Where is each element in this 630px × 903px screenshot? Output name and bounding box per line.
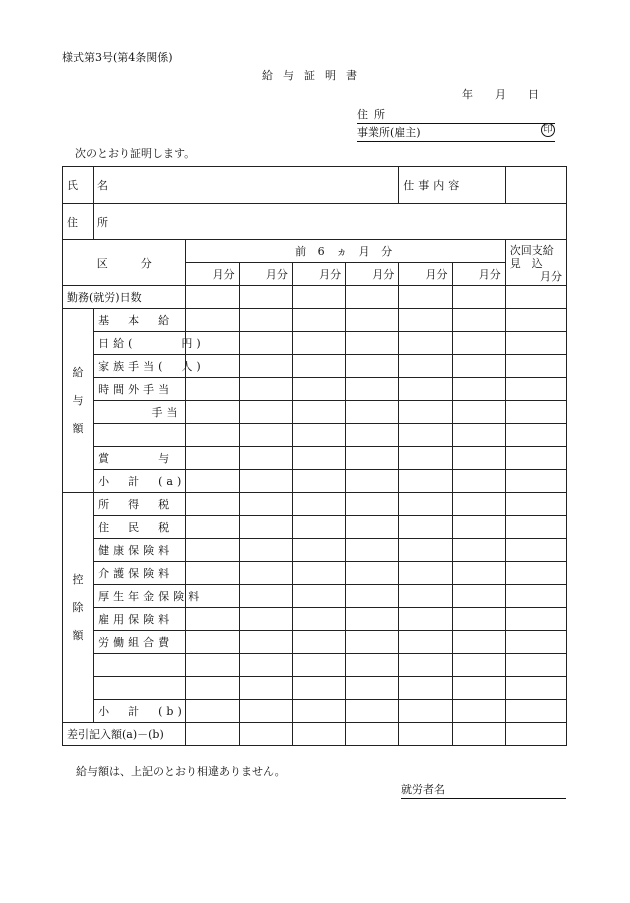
amount-cell[interactable] <box>239 470 292 493</box>
amount-cell[interactable] <box>186 424 239 447</box>
amount-cell[interactable] <box>346 608 399 631</box>
amount-cell[interactable] <box>346 378 399 401</box>
amount-cell[interactable] <box>505 631 566 654</box>
amount-cell[interactable] <box>399 378 452 401</box>
amount-cell[interactable] <box>292 493 345 516</box>
salary-row-label: 賞 与 <box>94 447 186 470</box>
salary-row-label <box>94 424 186 447</box>
amount-cell[interactable] <box>292 608 345 631</box>
next-pay-header: 次回支給 見 込 月分 <box>505 240 566 286</box>
amount-cell[interactable] <box>399 447 452 470</box>
amount-cell[interactable] <box>239 424 292 447</box>
deduction-row-label: 住 民 税 <box>94 516 186 539</box>
amount-cell[interactable] <box>292 332 345 355</box>
amount-cell[interactable] <box>346 447 399 470</box>
amount-cell[interactable] <box>186 700 239 723</box>
amount-cell[interactable] <box>452 539 505 562</box>
deduction-row-label: 労働組合費 <box>94 631 186 654</box>
amount-cell[interactable] <box>186 493 239 516</box>
amount-cell[interactable] <box>239 585 292 608</box>
amount-cell[interactable] <box>399 470 452 493</box>
amount-cell[interactable] <box>452 516 505 539</box>
intro-text: 次のとおり証明します。 <box>75 147 196 160</box>
deduction-row-label: 小 計 (b) <box>94 700 186 723</box>
work-days-label: 勤務(就労)日数 <box>63 286 186 309</box>
amount-cell[interactable] <box>452 654 505 677</box>
amount-cell[interactable] <box>239 700 292 723</box>
amount-cell[interactable] <box>399 309 452 332</box>
amount-cell[interactable] <box>505 585 566 608</box>
salary-row-label: 時間外手当 <box>94 378 186 401</box>
cell[interactable] <box>239 286 292 309</box>
amount-cell[interactable] <box>346 631 399 654</box>
amount-cell[interactable] <box>399 539 452 562</box>
amount-cell[interactable] <box>186 309 239 332</box>
name-label-cell: 氏 名 <box>63 167 94 204</box>
amount-cell[interactable] <box>452 470 505 493</box>
issuer-address-label: 住所 <box>357 106 555 124</box>
amount-cell[interactable] <box>399 608 452 631</box>
address-label-cell: 住 所 <box>63 204 94 240</box>
salary-section <box>63 309 567 493</box>
salary-group-label: 給 与 額 <box>63 309 94 493</box>
amount-cell[interactable] <box>186 539 239 562</box>
deduction-section <box>63 493 567 723</box>
amount-cell[interactable] <box>346 424 399 447</box>
amount-cell[interactable] <box>452 309 505 332</box>
amount-cell[interactable] <box>239 539 292 562</box>
amount-cell[interactable] <box>399 332 452 355</box>
amount-cell[interactable] <box>239 332 292 355</box>
amount-cell[interactable] <box>186 447 239 470</box>
amount-cell[interactable] <box>186 516 239 539</box>
amount-cell[interactable] <box>452 562 505 585</box>
amount-cell[interactable] <box>186 401 239 424</box>
seal-mark: 印 <box>541 123 555 137</box>
amount-cell[interactable] <box>505 355 566 378</box>
cell[interactable] <box>346 723 399 746</box>
amount-cell[interactable] <box>452 631 505 654</box>
amount-cell[interactable] <box>399 585 452 608</box>
amount-cell[interactable] <box>292 309 345 332</box>
category-label-cell: 区 分 <box>63 240 186 286</box>
month-col-2[interactable]: 月分 <box>239 263 292 286</box>
amount-cell[interactable] <box>186 631 239 654</box>
amount-cell[interactable] <box>239 677 292 700</box>
amount-cell[interactable] <box>239 309 292 332</box>
amount-cell[interactable] <box>452 608 505 631</box>
amount-cell[interactable] <box>239 608 292 631</box>
deduction-row-label <box>94 654 186 677</box>
amount-cell[interactable] <box>505 493 566 516</box>
cell[interactable] <box>505 723 566 746</box>
amount-cell[interactable] <box>505 447 566 470</box>
amount-cell[interactable] <box>452 378 505 401</box>
amount-cell[interactable] <box>452 677 505 700</box>
amount-cell[interactable] <box>239 562 292 585</box>
cell[interactable] <box>346 286 399 309</box>
amount-cell[interactable] <box>186 470 239 493</box>
amount-cell[interactable] <box>186 677 239 700</box>
amount-cell[interactable] <box>399 493 452 516</box>
month-col-6[interactable]: 月分 <box>452 263 505 286</box>
amount-cell[interactable] <box>292 585 345 608</box>
date-line: 年月日 <box>462 88 561 101</box>
amount-cell[interactable] <box>505 700 566 723</box>
deduction-row-label: 雇用保険料 <box>94 608 186 631</box>
amount-cell[interactable] <box>239 631 292 654</box>
salary-row-label: 基 本 給 <box>94 309 186 332</box>
amount-cell[interactable] <box>239 447 292 470</box>
amount-cell[interactable] <box>346 470 399 493</box>
amount-cell[interactable] <box>346 677 399 700</box>
amount-cell[interactable] <box>505 539 566 562</box>
deduction-row-label: 介護保険料 <box>94 562 186 585</box>
cell[interactable] <box>399 723 452 746</box>
amount-cell[interactable] <box>292 654 345 677</box>
amount-cell[interactable] <box>346 516 399 539</box>
form-number: 様式第3号(第4条関係) <box>62 51 173 64</box>
amount-cell[interactable] <box>239 516 292 539</box>
amount-cell[interactable] <box>452 585 505 608</box>
amount-cell[interactable] <box>399 516 452 539</box>
amount-cell[interactable] <box>452 493 505 516</box>
amount-cell[interactable] <box>399 700 452 723</box>
amount-cell[interactable] <box>399 631 452 654</box>
amount-cell[interactable] <box>292 447 345 470</box>
cell[interactable] <box>292 723 345 746</box>
amount-cell[interactable] <box>186 654 239 677</box>
amount-cell[interactable] <box>186 608 239 631</box>
cell[interactable] <box>239 723 292 746</box>
cell[interactable] <box>452 286 505 309</box>
amount-cell[interactable] <box>292 539 345 562</box>
salary-row-label: 家族手当( 人) <box>94 355 186 378</box>
amount-cell[interactable] <box>399 424 452 447</box>
salary-row-label: 手当 <box>94 401 186 424</box>
amount-cell[interactable] <box>346 539 399 562</box>
amount-cell[interactable] <box>452 447 505 470</box>
amount-cell[interactable] <box>399 654 452 677</box>
worker-name-label: 就労者名 <box>401 781 566 799</box>
amount-cell[interactable] <box>505 424 566 447</box>
net-amount-label: 差引記入額(a)－(b) <box>63 723 186 746</box>
amount-cell[interactable] <box>292 424 345 447</box>
amount-cell[interactable] <box>452 355 505 378</box>
job-value-cell[interactable] <box>505 167 566 204</box>
amount-cell[interactable] <box>292 677 345 700</box>
amount-cell[interactable] <box>292 401 345 424</box>
document-title: 給与証明書 <box>262 69 367 82</box>
amount-cell[interactable] <box>452 332 505 355</box>
job-label-cell: 仕事内容 <box>399 167 505 204</box>
name-value-cell[interactable] <box>94 167 399 204</box>
amount-cell[interactable] <box>239 493 292 516</box>
amount-cell[interactable] <box>505 309 566 332</box>
amount-cell[interactable] <box>505 677 566 700</box>
salary-certificate-table <box>62 166 567 746</box>
amount-cell[interactable] <box>452 700 505 723</box>
amount-cell[interactable] <box>399 355 452 378</box>
amount-cell[interactable] <box>346 332 399 355</box>
amount-cell[interactable] <box>505 470 566 493</box>
amount-cell[interactable] <box>452 424 505 447</box>
amount-cell[interactable] <box>239 654 292 677</box>
footer-statement: 給与額は、上記のとおり相違ありません。 <box>76 765 286 778</box>
amount-cell[interactable] <box>346 700 399 723</box>
cell[interactable] <box>292 286 345 309</box>
amount-cell[interactable] <box>292 378 345 401</box>
amount-cell[interactable] <box>399 562 452 585</box>
cell[interactable] <box>186 723 239 746</box>
amount-cell[interactable] <box>505 401 566 424</box>
cell[interactable] <box>452 723 505 746</box>
amount-cell[interactable] <box>346 401 399 424</box>
salary-row-label: 日給( 円) <box>94 332 186 355</box>
month-col-5[interactable]: 月分 <box>399 263 452 286</box>
amount-cell[interactable] <box>346 309 399 332</box>
deduction-row-label: 厚生年金保険料 <box>94 585 186 608</box>
deduction-row-label <box>94 677 186 700</box>
employer-label: 事業所(雇主) <box>357 126 421 139</box>
amount-cell[interactable] <box>399 677 452 700</box>
deduction-row-label: 健康保険料 <box>94 539 186 562</box>
month-col-4[interactable]: 月分 <box>346 263 399 286</box>
employer-field <box>357 124 555 142</box>
amount-cell[interactable] <box>292 470 345 493</box>
amount-cell[interactable] <box>452 401 505 424</box>
amount-cell[interactable] <box>346 493 399 516</box>
amount-cell[interactable] <box>239 355 292 378</box>
amount-cell[interactable] <box>186 378 239 401</box>
amount-cell[interactable] <box>186 562 239 585</box>
amount-cell[interactable] <box>505 654 566 677</box>
prev-months-header: 前 6 ヵ 月 分 <box>186 240 505 263</box>
cell[interactable] <box>505 286 566 309</box>
amount-cell[interactable] <box>292 355 345 378</box>
address-value-cell[interactable] <box>94 204 567 240</box>
amount-cell[interactable] <box>346 654 399 677</box>
cell[interactable] <box>399 286 452 309</box>
amount-cell[interactable] <box>292 562 345 585</box>
amount-cell[interactable] <box>292 516 345 539</box>
amount-cell[interactable] <box>346 355 399 378</box>
salary-row-label: 小 計 (a) <box>94 470 186 493</box>
amount-cell[interactable] <box>505 378 566 401</box>
amount-cell[interactable] <box>505 562 566 585</box>
amount-cell[interactable] <box>346 562 399 585</box>
month-col-1[interactable]: 月分 <box>186 263 239 286</box>
amount-cell[interactable] <box>292 631 345 654</box>
amount-cell[interactable] <box>399 401 452 424</box>
cell[interactable] <box>186 286 239 309</box>
deduction-group-label: 控 除 額 <box>63 493 94 723</box>
amount-cell[interactable] <box>505 332 566 355</box>
amount-cell[interactable] <box>505 608 566 631</box>
deduction-row-label: 所 得 税 <box>94 493 186 516</box>
amount-cell[interactable] <box>239 378 292 401</box>
month-col-3[interactable]: 月分 <box>292 263 345 286</box>
amount-cell[interactable] <box>505 516 566 539</box>
amount-cell[interactable] <box>346 585 399 608</box>
amount-cell[interactable] <box>239 401 292 424</box>
amount-cell[interactable] <box>292 700 345 723</box>
